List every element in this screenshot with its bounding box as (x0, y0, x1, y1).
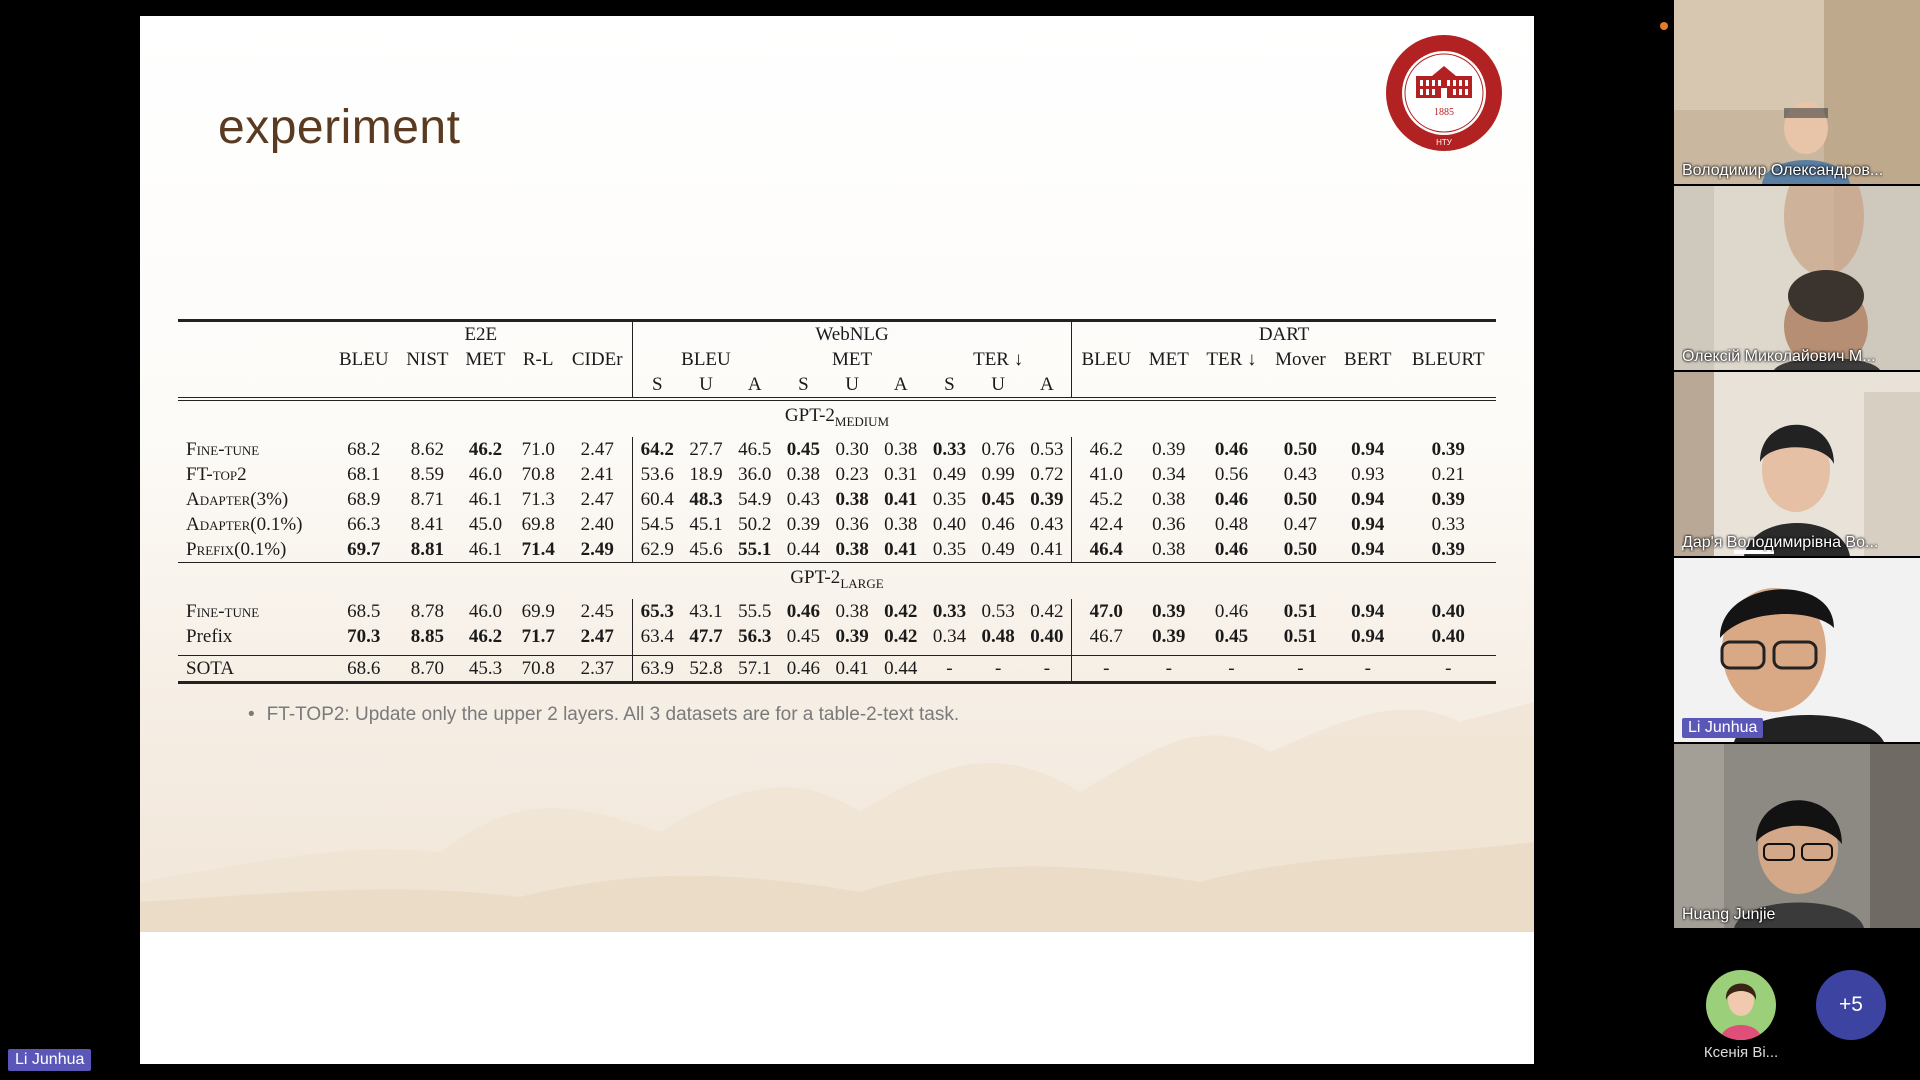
value-cell: - (1022, 655, 1071, 682)
value-cell: 0.43 (1283, 463, 1318, 485)
value-cell: 0.44 (786, 538, 820, 560)
value-cell: 8.70 (398, 655, 457, 682)
value-cell: 8.78 (410, 600, 445, 622)
value-cell: 54.5 (632, 512, 681, 537)
value-cell: 0.38 (1152, 488, 1186, 510)
participant-name: Дар'я Володимирівна Во... (1682, 534, 1879, 551)
value-cell: 47.7 (689, 625, 723, 647)
participant-tile[interactable] (1674, 372, 1920, 556)
value-cell: 8.62 (410, 438, 445, 460)
header-row-subcolumns (178, 372, 1496, 399)
value-cell: 55.1 (738, 538, 772, 560)
value-cell: 0.47 (1283, 513, 1318, 535)
subcolumn-header: A (1039, 374, 1054, 395)
column-header: MET (1148, 349, 1189, 370)
value-cell: 66.3 (347, 513, 381, 535)
value-cell: 0.39 (1030, 488, 1064, 510)
value-cell: 0.45 (786, 625, 820, 647)
shared-slide (140, 16, 1534, 1064)
value-cell: 0.43 (786, 488, 820, 510)
value-cell: 60.4 (632, 487, 681, 512)
value-cell: 0.45 (981, 488, 1015, 510)
participant-video (1674, 372, 1920, 556)
subcolumn-header: A (747, 374, 762, 395)
value-cell: 0.41 (828, 655, 877, 682)
corner-cell (178, 347, 330, 372)
table-row (178, 624, 1496, 649)
value-cell: 71.7 (521, 625, 555, 647)
participant-tile[interactable] (1674, 186, 1920, 370)
value-cell: 0.39 (1152, 438, 1186, 460)
logo-year: 1885 (1434, 107, 1454, 118)
footnote (248, 704, 959, 726)
value-cell: 0.38 (835, 488, 869, 510)
value-cell: 0.93 (1351, 463, 1385, 485)
value-cell: 0.36 (835, 513, 869, 535)
column-header: CIDEr (571, 349, 623, 370)
value-cell: 0.33 (932, 438, 967, 460)
method-name: SOTA (178, 655, 330, 682)
value-cell: 0.46 (1214, 488, 1249, 510)
subcolumn-header: U (991, 374, 1005, 395)
value-cell: 0.41 (884, 488, 918, 510)
method-name: Adapter(0.1%) (186, 513, 303, 535)
value-cell: 63.9 (632, 655, 681, 682)
value-cell: 0.39 (1152, 600, 1186, 622)
mountain-background (140, 652, 1534, 932)
method-name: Adapter(3%) (186, 488, 289, 510)
value-cell: 2.40 (580, 513, 614, 535)
value-cell: 0.30 (835, 438, 869, 460)
value-cell: 46.2 (468, 438, 503, 460)
value-cell: 56.3 (738, 625, 772, 647)
value-cell: 68.9 (347, 488, 381, 510)
table-row (178, 599, 1496, 624)
value-cell: 46.4 (1072, 537, 1141, 563)
method-name: Fine-tune (186, 600, 260, 622)
value-cell: - (1335, 655, 1400, 682)
empty-cell (457, 372, 514, 399)
value-cell: 0.34 (1152, 463, 1186, 485)
value-cell: 47.0 (1072, 599, 1141, 624)
subcolumn-header: S (944, 374, 955, 395)
value-cell: 0.51 (1283, 600, 1318, 622)
value-cell: 0.38 (884, 438, 918, 460)
table-row (178, 512, 1496, 537)
value-cell: 0.49 (981, 538, 1015, 560)
value-cell: 69.9 (521, 600, 555, 622)
empty-cell (1072, 372, 1141, 399)
value-cell: 48.3 (689, 488, 723, 510)
value-cell: 0.42 (884, 600, 918, 622)
method-name: Prefix (186, 625, 233, 647)
group-header-webnlg: WebNLG (632, 321, 1071, 348)
value-cell: 0.46 (981, 513, 1015, 535)
header-row-metrics (178, 347, 1496, 372)
value-cell: 46.7 (1072, 624, 1141, 649)
value-cell: 55.5 (738, 600, 772, 622)
value-cell: 8.41 (410, 513, 445, 535)
participant-tile[interactable] (1674, 0, 1920, 184)
participant-name: Володимир Олександров... (1682, 162, 1884, 179)
value-cell: 68.6 (330, 655, 398, 682)
value-cell: 0.46 (1214, 438, 1249, 460)
slide-title: experiment (218, 101, 461, 154)
value-cell: 0.42 (884, 625, 918, 647)
value-cell: 46.1 (468, 488, 503, 510)
value-cell: 0.39 (1431, 488, 1465, 510)
presenter-name-label: Li Junhua (8, 1049, 91, 1071)
slide-blank-area (140, 932, 1534, 1064)
value-cell: 70.8 (514, 655, 563, 682)
participant-video (1674, 744, 1920, 928)
value-cell: - (1197, 655, 1266, 682)
value-cell: - (1140, 655, 1197, 682)
column-header: TER ↓ (1206, 349, 1257, 370)
method-name: Fine-tune (186, 438, 260, 460)
value-cell: 0.94 (1351, 513, 1385, 535)
section-header (178, 399, 1496, 437)
column-header: R-L (522, 349, 554, 370)
value-cell: 0.21 (1431, 463, 1465, 485)
value-cell: 0.94 (1351, 488, 1385, 510)
participant-video (1674, 0, 1920, 184)
value-cell: 36.0 (738, 463, 772, 485)
value-cell: 0.39 (786, 513, 820, 535)
value-cell: 0.40 (1030, 625, 1064, 647)
value-cell: 18.9 (689, 463, 723, 485)
value-cell: 0.76 (981, 438, 1015, 460)
section-header (178, 562, 1496, 598)
value-cell: - (925, 655, 974, 682)
footnote-text: FT-TOP2: Update only the upper 2 layers. All 3 datasets are for a table-2-text task. (266, 704, 960, 725)
empty-cell (563, 372, 633, 399)
value-cell: 0.41 (884, 538, 918, 560)
value-cell: 0.50 (1283, 488, 1318, 510)
value-cell: 68.5 (347, 600, 381, 622)
value-cell: 69.7 (347, 538, 381, 560)
value-cell: 54.9 (738, 488, 772, 510)
value-cell: 0.45 (786, 438, 820, 460)
value-cell: 2.47 (580, 438, 614, 460)
column-header: BLEU (1072, 347, 1141, 372)
value-cell: 0.50 (1283, 538, 1318, 560)
value-cell: 2.41 (580, 463, 614, 485)
value-cell: 69.8 (521, 513, 555, 535)
corner-cell (178, 321, 330, 348)
value-cell: 50.2 (738, 513, 772, 535)
value-cell: 0.56 (1214, 463, 1249, 485)
empty-cell (1266, 372, 1335, 399)
value-cell: 71.0 (521, 438, 555, 460)
empty-cell (1197, 372, 1266, 399)
table-row (178, 487, 1496, 512)
value-cell: 64.2 (632, 437, 681, 462)
value-cell: 0.35 (932, 538, 967, 560)
header-row-groups (178, 321, 1496, 348)
empty-cell (1140, 372, 1197, 399)
value-cell: - (974, 655, 1023, 682)
value-cell: 43.1 (689, 600, 723, 622)
value-cell: 71.3 (521, 488, 555, 510)
value-cell: 0.53 (1030, 438, 1064, 460)
value-cell: - (1266, 655, 1335, 682)
value-cell: 0.53 (981, 600, 1015, 622)
value-cell: - (1400, 655, 1496, 682)
value-cell: 0.48 (981, 625, 1015, 647)
value-cell: 0.33 (1431, 513, 1465, 535)
value-cell: 46.1 (468, 538, 503, 560)
column-header: BLEU (338, 349, 389, 370)
value-cell: 0.94 (1351, 625, 1385, 647)
value-cell: 45.6 (689, 538, 723, 560)
value-cell: 2.47 (580, 488, 614, 510)
empty-cell (1400, 372, 1496, 399)
value-cell: 45.0 (468, 513, 503, 535)
value-cell: 0.40 (1431, 625, 1465, 647)
value-cell: 0.72 (1030, 463, 1064, 485)
value-cell: 8.85 (410, 625, 445, 647)
value-cell: 0.46 (779, 655, 828, 682)
column-header: BLEU (632, 347, 779, 372)
value-cell: 8.71 (410, 488, 445, 510)
subcolumn-header: S (632, 372, 681, 399)
logo-bottom-text: НТУ (1436, 138, 1452, 147)
value-cell: 0.94 (1351, 438, 1385, 460)
value-cell: 0.33 (932, 600, 967, 622)
value-cell: 0.41 (1030, 538, 1064, 560)
value-cell: 0.46 (1214, 600, 1249, 622)
group-header-e2e: E2E (330, 321, 633, 348)
method-name: Prefix(0.1%) (186, 538, 287, 560)
value-cell: 62.9 (632, 537, 681, 563)
participant-name: Huang Junjie (1682, 906, 1776, 923)
slide-content (140, 16, 1534, 932)
value-cell: 53.6 (632, 462, 681, 487)
value-cell: 68.1 (347, 463, 381, 485)
value-cell: 8.81 (410, 538, 445, 560)
value-cell: 0.45 (1214, 625, 1249, 647)
value-cell: 65.3 (632, 599, 681, 624)
value-cell: 2.47 (580, 625, 614, 647)
avatar (1706, 970, 1776, 1040)
empty-cell (1335, 372, 1400, 399)
value-cell: 0.42 (1030, 600, 1064, 622)
value-cell: 71.4 (521, 538, 555, 560)
table-row (178, 462, 1496, 487)
table-row (178, 437, 1496, 462)
value-cell: 0.50 (1283, 438, 1318, 460)
participant-video (1674, 558, 1920, 742)
value-cell: 0.36 (1152, 513, 1186, 535)
value-cell: 0.31 (884, 463, 918, 485)
value-cell: 0.34 (932, 625, 967, 647)
participant-panel (1674, 0, 1920, 932)
subcolumn-header: S (798, 374, 809, 395)
participant-name: Ксенія Ві... (1703, 1044, 1779, 1061)
participant-tile[interactable] (1674, 558, 1920, 742)
value-cell: 0.39 (1431, 438, 1465, 460)
column-header: BERT (1344, 349, 1392, 370)
value-cell: 27.7 (689, 438, 723, 460)
value-cell: 0.44 (876, 655, 925, 682)
university-seal-logo (1383, 32, 1505, 154)
value-cell: 2.37 (563, 655, 633, 682)
value-cell: 45.3 (457, 655, 514, 682)
value-cell: 0.39 (1152, 625, 1186, 647)
value-cell: 52.8 (682, 655, 731, 682)
bullet-icon: • (248, 704, 255, 725)
results-table (178, 319, 1496, 684)
table-row (178, 537, 1496, 563)
value-cell: 46.0 (468, 600, 503, 622)
value-cell: 8.59 (410, 463, 445, 485)
value-cell: 63.4 (632, 624, 681, 649)
value-cell: 0.46 (786, 600, 820, 622)
section-header-row (178, 562, 1496, 598)
value-cell: 41.0 (1072, 462, 1141, 487)
value-cell: 0.51 (1283, 625, 1318, 647)
bottom-participant[interactable] (1703, 970, 1779, 1074)
value-cell: 0.94 (1351, 538, 1385, 560)
table-row (178, 655, 1496, 682)
section-model-name: GPT-2 (790, 566, 841, 588)
value-cell: 0.35 (932, 488, 967, 510)
value-cell: 57.1 (730, 655, 779, 682)
subcolumn-header: U (845, 374, 859, 395)
value-cell: 0.94 (1351, 600, 1385, 622)
section-model-size: LARGE (840, 575, 884, 591)
value-cell: 70.3 (347, 625, 381, 647)
value-cell: 0.43 (1030, 513, 1064, 535)
value-cell: 46.5 (738, 438, 772, 460)
empty-cell (514, 372, 563, 399)
section-model-size: MEDIUM (834, 413, 890, 429)
value-cell: 2.49 (580, 538, 614, 560)
value-cell: 45.2 (1072, 487, 1141, 512)
more-participants-button[interactable]: +5 (1816, 970, 1886, 1040)
value-cell: 2.45 (580, 600, 614, 622)
column-header: MET (832, 349, 873, 370)
value-cell: 0.38 (835, 538, 869, 560)
value-cell: 68.2 (347, 438, 381, 460)
value-cell: 0.38 (884, 513, 918, 535)
value-cell: 0.39 (835, 625, 869, 647)
section-model-name: GPT-2 (784, 405, 835, 426)
participant-name: Олексій Миколайович М... (1682, 348, 1876, 365)
value-cell: 0.48 (1214, 513, 1249, 535)
value-cell: - (1072, 655, 1141, 682)
value-cell: 0.39 (1431, 538, 1465, 560)
value-cell: 45.1 (689, 513, 723, 535)
value-cell: 0.38 (786, 463, 820, 485)
value-cell: 42.4 (1072, 512, 1141, 537)
participant-tile[interactable] (1674, 744, 1920, 928)
section-header-row (178, 399, 1496, 437)
value-cell: 46.2 (468, 625, 503, 647)
column-header: Mover (1275, 349, 1326, 370)
subcolumn-header: U (699, 374, 713, 395)
value-cell: 0.49 (932, 463, 967, 485)
value-cell: 0.23 (835, 463, 869, 485)
value-cell: 46.0 (468, 463, 503, 485)
participant-video (1674, 186, 1920, 370)
value-cell: 0.38 (835, 600, 869, 622)
value-cell: 0.40 (1431, 600, 1465, 622)
subcolumn-header: A (893, 374, 908, 395)
empty-cell (398, 372, 457, 399)
column-header: TER ↓ (973, 349, 1024, 370)
value-cell: 0.40 (932, 513, 967, 535)
value-cell: 46.2 (1072, 437, 1141, 462)
method-name: FT-top2 (186, 463, 247, 485)
recording-dot-icon (1660, 22, 1668, 30)
empty-cell (330, 372, 398, 399)
column-header: NIST (406, 349, 449, 370)
column-header: BLEURT (1411, 349, 1485, 370)
column-header: MET (465, 349, 506, 370)
participant-name: Li Junhua (1682, 718, 1763, 738)
value-cell: 0.99 (981, 463, 1015, 485)
value-cell: 0.46 (1214, 538, 1249, 560)
group-header-dart: DART (1072, 321, 1496, 348)
corner-cell (178, 372, 330, 399)
value-cell: 70.8 (521, 463, 555, 485)
value-cell: 0.38 (1152, 538, 1186, 560)
